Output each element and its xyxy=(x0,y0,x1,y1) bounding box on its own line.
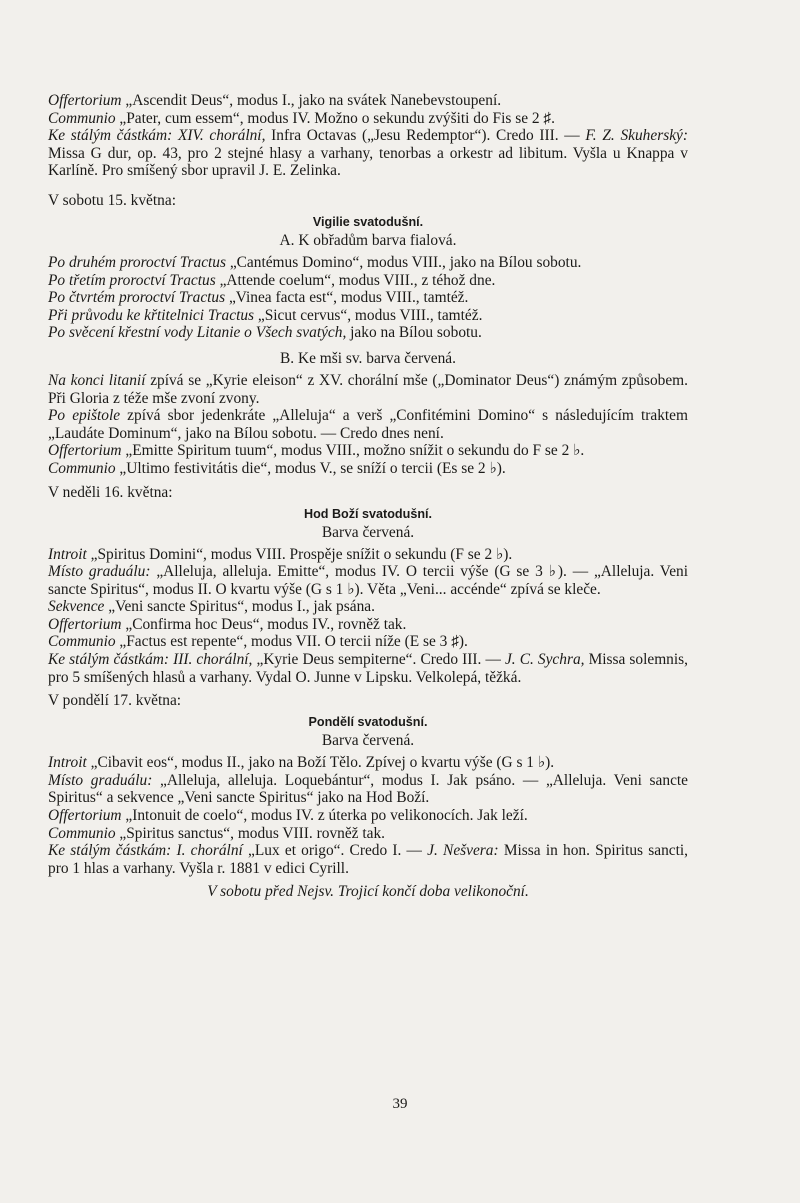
rubric: Po třetím proroctví Tractus xyxy=(48,271,216,289)
paragraph-text: „Kyrie Deus sempiterne“. Credo III. — xyxy=(252,651,505,669)
rubric: Po druhém proroctví Tractus xyxy=(48,253,226,271)
closing-note: V sobotu před Nejsv. Trojicí končí doba velikonoční. xyxy=(207,883,529,901)
paragraph xyxy=(48,825,688,843)
paragraph xyxy=(48,546,688,564)
composer-name: J. C. Sychra, xyxy=(504,651,585,669)
paragraph xyxy=(48,289,688,307)
composer-name: J. Nešvera: xyxy=(427,842,499,860)
rubric: Introit xyxy=(48,754,87,772)
section-vigil-rites xyxy=(48,254,688,342)
paragraph xyxy=(48,372,688,407)
paragraph xyxy=(48,110,688,128)
day-heading: Pondělí svatodušní. xyxy=(308,715,428,730)
paragraph xyxy=(48,651,688,686)
rubric: Na konci litanií xyxy=(48,371,146,389)
date-line: V sobotu 15. května: xyxy=(48,191,176,209)
paragraph xyxy=(48,407,688,442)
paragraph-text: „Factus est repente“, modus VII. O tercii níže (E se 3 ♯). xyxy=(115,633,468,651)
section-subheading: B. Ke mši sv. barva červená. xyxy=(280,349,456,367)
section-ascension-octave xyxy=(48,92,688,180)
paragraph-text: „Veni sancte Spiritus“, modus I., jak psána. xyxy=(104,598,375,616)
section-subheading: Barva červená. xyxy=(321,732,415,750)
rubric: Ke stálým částkám: III. chorální, xyxy=(48,651,253,669)
paragraph-text: „Attende coelum“, modus VIII., z téhož dne. xyxy=(215,271,496,289)
page-number: 39 xyxy=(392,1096,408,1112)
day-heading: Hod Boží svatodušní. xyxy=(303,506,433,521)
paragraph xyxy=(48,254,688,272)
rubric: Offertorium xyxy=(48,615,122,633)
paragraph xyxy=(48,633,688,651)
rubric: Communio xyxy=(48,109,116,127)
paragraph-text: „Cantémus Domino“, modus VIII., jako na Bílou sobotu. xyxy=(225,253,582,271)
rubric: Ke stálým částkám: XIV. chorální, xyxy=(48,127,266,145)
section-pentecost-monday xyxy=(48,754,688,877)
paragraph xyxy=(48,563,688,598)
paragraph-text: „Lux et origo“. Credo I. — xyxy=(242,842,428,860)
rubric: Offertorium xyxy=(48,92,122,109)
paragraph-text: „Intonuit de coelo“, modus IV. z úterka po velikonocích. Jak leží. xyxy=(121,807,528,825)
paragraph xyxy=(48,754,688,772)
paragraph-text: „Ascendit Deus“, modus I., jako na svátek Nanebevstoupení. xyxy=(121,92,502,109)
paragraph-text: „Emitte Spiritum tuum“, modus VIII., možno snížit o sekundu do F se 2 ♭. xyxy=(121,442,585,460)
paragraph-text: jako na Bílou sobotu. xyxy=(346,324,482,342)
day-heading: Vigilie svatodušní. xyxy=(312,214,424,229)
rubric: Při průvodu ke křtitelnici Tractus xyxy=(48,306,255,324)
rubric: Po čtvrtém proroctví Tractus xyxy=(48,289,226,307)
paragraph xyxy=(48,807,688,825)
paragraph xyxy=(48,324,688,342)
paragraph-text: „Vinea facta est“, modus VIII., tamtéž. xyxy=(225,289,469,307)
date-line: V neděli 16. května: xyxy=(48,483,173,501)
paragraph xyxy=(48,772,688,807)
paragraph-text: „Ultimo festivitátis die“, modus V., se sníží o tercii (Es se 2 ♭). xyxy=(115,459,506,477)
rubric: Communio xyxy=(48,633,116,651)
composer-name: F. Z. Skuherský: xyxy=(585,127,688,145)
paragraph xyxy=(48,442,688,460)
rubric: Po epištole xyxy=(48,407,121,425)
paragraph xyxy=(48,616,688,634)
paragraph-text: Infra Octavas („Jesu Redemptor“). Credo III. — xyxy=(265,127,586,145)
paragraph xyxy=(48,92,688,110)
section-vigil-mass xyxy=(48,372,688,478)
paragraph-text: „Spiritus Domini“, modus VIII. Prospěje snížit o sekundu (F se 2 ♭). xyxy=(86,545,513,563)
paragraph-text: „Cibavit eos“, modus II., jako na Boží Tělo. Zpívej o kvartu výše (G s 1 ♭). xyxy=(86,754,555,772)
paragraph-text: Missa in hon. Spiritus sancti, pro 1 hlas a varhany. Vyšla r. 1881 v edici Cyrill. xyxy=(48,842,688,877)
paragraph xyxy=(48,598,688,616)
rubric: Ke stálým částkám: I. chorální xyxy=(48,842,243,860)
paragraph-text: Missa G dur, op. 43, pro 2 stejné hlasy a varhany, tenorbas a orkestr ad libitum. Vyšla u Knappa v Karlíně. Pro smíšený sbor upravil J. E. Zelinka. xyxy=(48,144,688,180)
section-subheading: A. K obřadům barva fialová. xyxy=(279,231,457,249)
paragraph xyxy=(48,460,688,478)
paragraph xyxy=(48,842,688,877)
paragraph xyxy=(48,127,688,180)
paragraph-text: „Confirma hoc Deus“, modus IV., rovněž tak. xyxy=(121,615,407,633)
rubric: Offertorium xyxy=(48,807,122,825)
paragraph-text: „Alleluja, alleluja. Emitte“, modus IV. O tercii výše (G se 3 ♭). — „Alleluja. Veni sancte Spiritus“, modus II. O kvartu výše (G s 1 ♭). Věta „Veni... accénde“ zpívá se kleče. xyxy=(48,563,689,598)
rubric: Offertorium xyxy=(48,442,122,460)
rubric: Introit xyxy=(48,545,87,563)
paragraph-text: „Alleluja, alleluja. Loquebántur“, modus I. Jak psáno. — „Alleluja. Veni sancte Spiritus“ a sekvence „Veni sancte Spiritus“ jako na Hod Boží. xyxy=(48,771,689,807)
rubric: Communio xyxy=(48,824,116,842)
paragraph-text: Missa solemnis, pro 5 smíšených hlasů a varhany. Vydal O. Junne v Lipsku. Velkolepá, těžká. xyxy=(48,651,688,686)
paragraph xyxy=(48,307,688,325)
rubric: Po svěcení křestní vody Litanie o Všech svatých, xyxy=(48,324,347,342)
rubric: Sekvence xyxy=(48,598,105,616)
date-line: V pondělí 17. května: xyxy=(48,692,182,710)
paragraph-text: „Spiritus sanctus“, modus VIII. rovněž tak. xyxy=(115,824,385,842)
paragraph-text: „Pater, cum essem“, modus IV. Možno o sekundu zvýšiti do Fis se 2 ♯. xyxy=(115,109,555,127)
rubric: Místo graduálu: xyxy=(48,771,153,789)
section-pentecost-sunday xyxy=(48,546,688,687)
paragraph-text: zpívá sbor jedenkráte „Alleluja“ a verš „Confitémini Domino“ s následujícím traktem „Laudáte Dominum“, jako na Bílou sobotu. — Credo dnes není. xyxy=(48,407,688,442)
paragraph-text: „Sicut cervus“, modus VIII., tamtéž. xyxy=(254,306,483,324)
section-subheading: Barva červená. xyxy=(321,523,415,541)
rubric: Communio xyxy=(48,459,116,477)
paragraph xyxy=(48,272,688,290)
rubric: Místo graduálu: xyxy=(48,563,151,581)
paragraph-text: zpívá se „Kyrie eleison“ z XV. chorální mše („Dominator Deus“) známým způsobem. Při Gloria z téže mše zvoní zvony. xyxy=(48,371,689,407)
